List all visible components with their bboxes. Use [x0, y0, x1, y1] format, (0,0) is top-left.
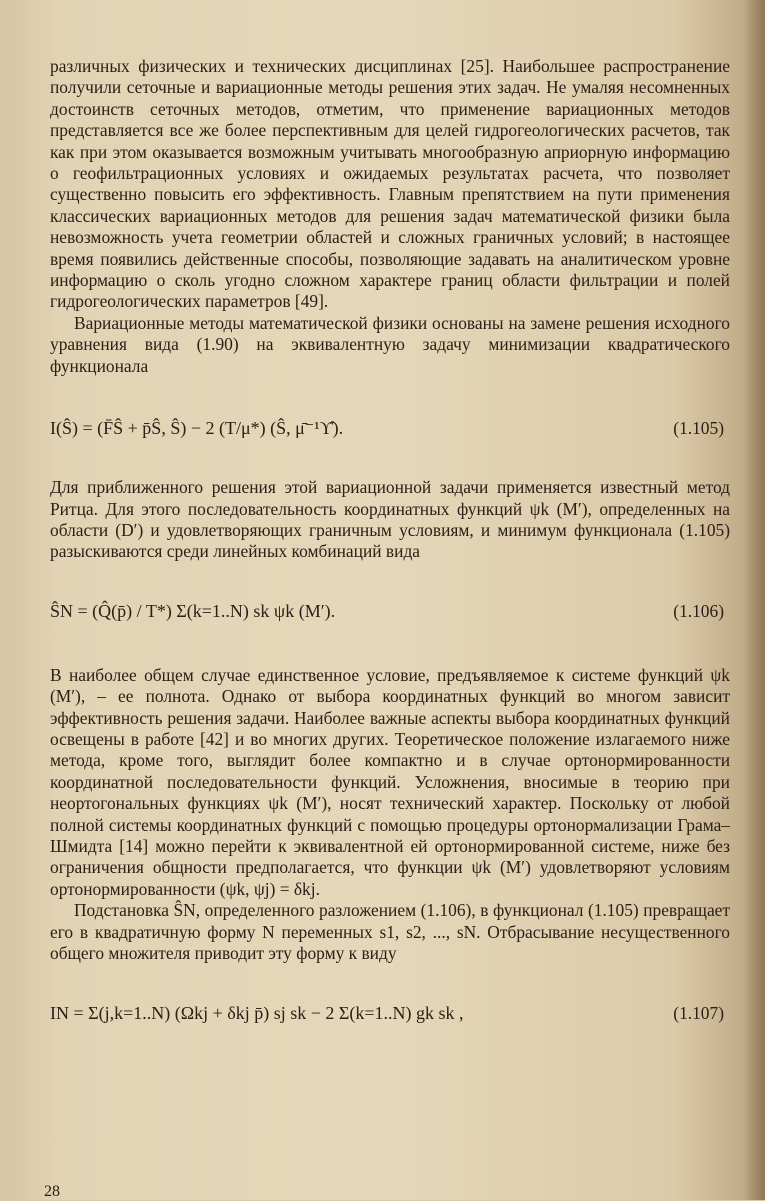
paragraph-3: Для приближенного решения этой вариационной задачи применяется известный метод Ритца. Для этого последовательность координатных функций ψk (M′), определенных на области (D′) и удовлетворяющих граничным условиям, и минимум функционала (1.105) разыскиваются среди линейных комбинаций вида	[50, 477, 730, 562]
page-number: 28	[44, 1183, 60, 1200]
paragraph-4: В наиболее общем случае единственное условие, предъявляемое к системе функций ψk (M′), – ее полнота. Однако от выбора координатных функций во многом зависит эффективность решения задачи. Наиболее важные аспекты выбора координатных функций освещены в работе [42] и во многих других. Теоретическое положение излагаемого ниже метода, кроме того, выглядит более компактно и в случае ортонормированности координатной последовательности функций. Усложнения, вносимые в теорию при неортогональных функциях ψk (M′), носят технический характер. Поскольку от любой полной системы координатных функций с помощью процедуры ортонормализации Грама–Шмидта [14] можно перейти к эквивалентной ей ортонормированной системе, ниже без ограничения общности предполагается, что функции ψk (M′) удовлетворяют условиям ортонормированности (ψk, ψj) = δkj.	[50, 664, 730, 899]
formula-1-106-expression: ŜN = (Q̂(p̄) / T*) Σ(k=1..N) sk ψk (M′).	[50, 601, 336, 622]
formula-1-105	[50, 399, 730, 457]
formula-1-106-number: (1.106)	[673, 601, 724, 622]
formula-1-106	[50, 577, 730, 647]
paragraph-2: Вариационные методы математической физики основаны на замене решения исходного уравнения вида (1.90) на эквивалентную задачу минимизации квадратического функционала	[50, 312, 730, 376]
page-content	[50, 56, 730, 1048]
formula-1-105-number: (1.105)	[673, 417, 724, 438]
paragraph-1: различных физических и технических дисциплинах [25]. Наибольшее распространение получили сеточные и вариационные методы решения этих задач. Не умаляя несомненных достоинств сеточных методов, отметим, что применение вариационных методов представляется все же более перспективным для целей гидрогеологических расчетов, так как при этом оказывается возможным учитывать многообразную априорную информацию о геофильтрационных условиях и ожидаемых результатах расчета, что позволяет существенно повысить его эффективность. Главным препятствием на пути применения классических вариационных методов для решения задач математической физики была невозможность учета геометрии областей и сложных граничных условий; в настоящее время появились действенные способы, позволяющие задавать на аналитическом уровне информацию о сколь угодно сложном характере границ области фильтрации и полей гидрогеологических параметров [49].	[50, 56, 730, 312]
page-edge-shadow	[743, 0, 765, 1200]
formula-1-105-expression: I(Ŝ) = (F̄Ŝ + p̄Ŝ, Ŝ) − 2 (T/μ*) (Ŝ, μ̄⁻¹ϒ̂).	[50, 417, 344, 438]
formula-1-107	[50, 978, 730, 1048]
formula-1-107-expression: IN = Σ(j,k=1..N) (Ωkj + δkj p̄) sj sk − 2 Σ(k=1..N) gk sk ,	[50, 1002, 464, 1023]
paragraph-5: Подстановка ŜN, определенного разложением (1.106), в функционал (1.105) превращает его в квадратичную форму N переменных s1, s2, ..., sN. Отбрасывание несущественного общего множителя приводит эту форму к виду	[50, 900, 730, 963]
formula-1-107-number: (1.107)	[673, 1002, 724, 1023]
